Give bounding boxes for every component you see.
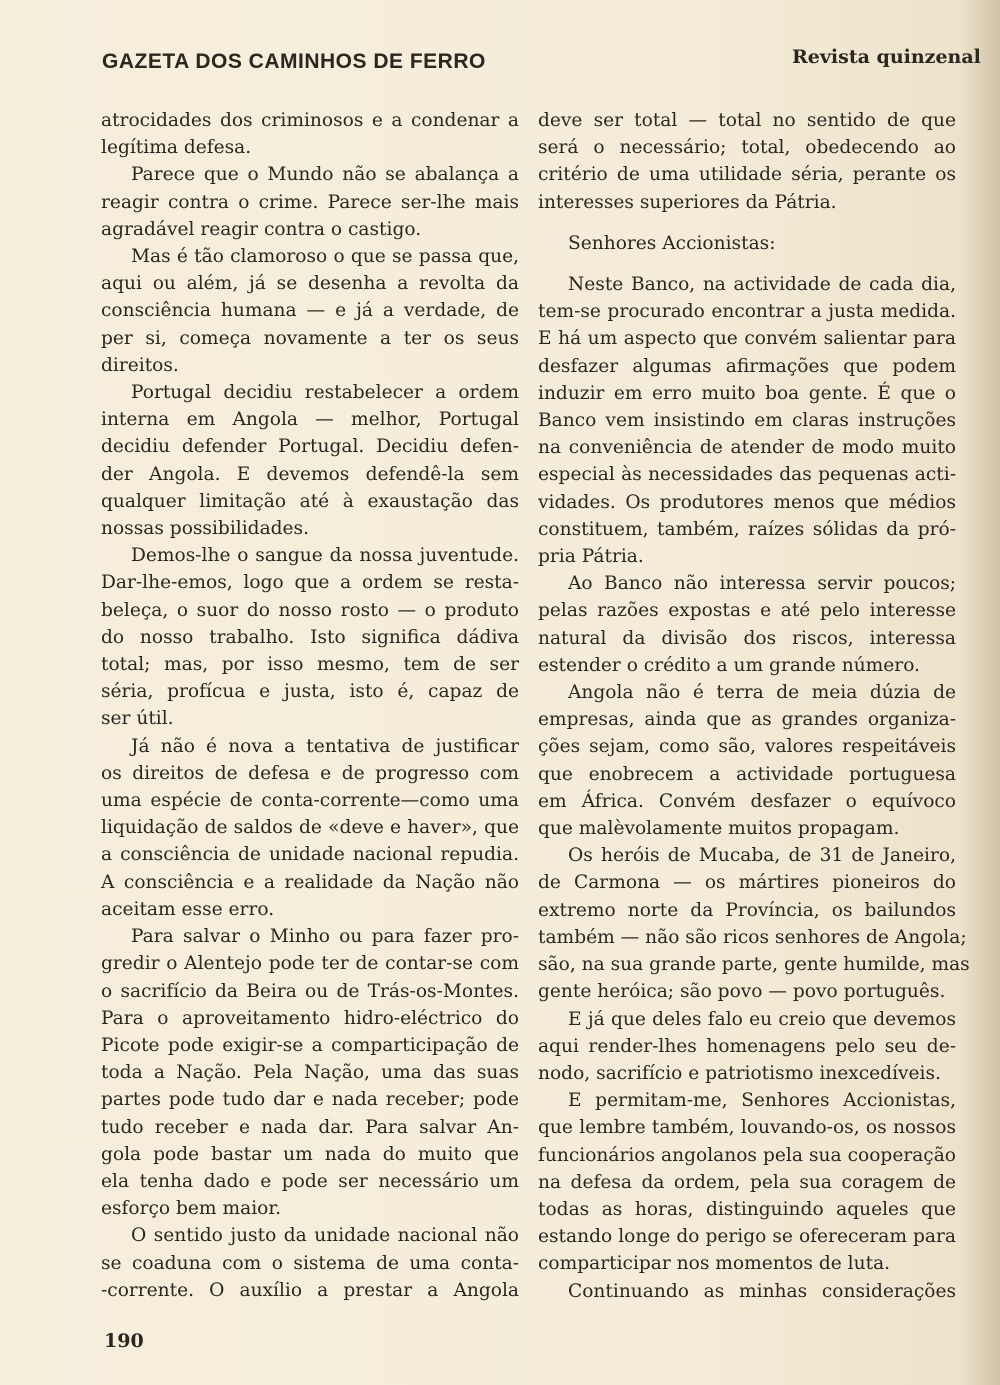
text-line: Ao Banco não interessa servir poucos; <box>568 573 956 595</box>
text-line: aqui ou além, já se desenha a revolta da <box>101 273 519 295</box>
text-line: Os heróis de Mucaba, de 31 de Janeiro, <box>568 845 956 867</box>
text-line: decidiu defender Portugal. Decidiu defen- <box>101 436 519 458</box>
text-line: gola pode bastar um nada do muito que <box>101 1143 519 1165</box>
text-line: consciência humana — e já a verdade, de <box>101 300 519 322</box>
text-line: A consciência e a realidade da Nação não <box>101 871 519 893</box>
text-line: qualquer limitação até à exaustação das <box>101 490 519 512</box>
text-line: O sentido justo da unidade nacional não <box>131 1225 519 1247</box>
text-line: Parece que o Mundo não se abalança a <box>131 164 519 186</box>
text-line: E permitam-me, Senhores Accionistas, <box>568 1090 956 1112</box>
text-line: Dar-lhe-emos, logo que a ordem se resta- <box>101 572 519 594</box>
text-line: que enobrecem a actividade portuguesa <box>538 763 956 785</box>
text-line: E já que deles falo eu creio que devemos <box>568 1008 956 1030</box>
text-line: será o necessário; total, obedecendo ao <box>538 137 956 159</box>
text-line: Angola não é terra de meia dúzia de <box>568 682 956 704</box>
text-line: direitos. <box>101 354 179 376</box>
paragraph-gap <box>538 257 956 271</box>
text-line: gredir o Alentejo pode ter de contar-se com <box>101 953 519 975</box>
text-line: agradável reagir contra o castigo. <box>101 218 422 240</box>
text-line: atrocidades dos criminosos e a condenar a <box>101 110 519 131</box>
text-line: gente heróica; são povo — povo português. <box>538 981 946 1003</box>
text-line: desfazer algumas afirmações que podem <box>538 355 956 377</box>
text-line: Mas é tão clamoroso o que se passa que, <box>131 246 519 268</box>
text-line: de Carmona — os mártires pioneiros do <box>538 872 956 894</box>
text-line: vidades. Os produtores menos que médios <box>538 491 956 513</box>
text-line: são, na sua grande parte, gente humilde, mas <box>538 954 970 976</box>
text-line: reagir contra o crime. Parece ser-lhe mais <box>101 191 519 213</box>
text-line: Senhores Accionistas: <box>568 232 776 254</box>
text-line: o sacrifício da Beira ou de Trás-os-Montes. <box>101 980 519 1002</box>
text-line: constituem, também, raízes sólidas da pró- <box>538 518 956 540</box>
text-line: esforço bem maior. <box>101 1198 282 1220</box>
text-line: pria Pátria. <box>538 546 644 568</box>
text-line: pelas razões expostas e até pelo interesse <box>538 600 956 622</box>
text-line: natural da divisão dos riscos, interessa <box>538 627 956 649</box>
text-line: Neste Banco, na actividade de cada dia, <box>568 274 956 296</box>
text-line: induzir em erro muito boa gente. É que o <box>538 382 956 404</box>
text-line: Picote pode exigir-se a comparticipação de <box>101 1034 519 1056</box>
text-line: beleça, o suor do nosso rosto — o produto <box>101 599 519 621</box>
text-line: a consciência de unidade nacional repudia. <box>101 844 519 866</box>
text-line: deve ser total — total no sentido de que <box>538 110 956 131</box>
text-line: Continuando as minhas considerações <box>568 1280 956 1302</box>
right-column <box>538 107 970 1305</box>
journal-subtitle: Revista quinzenal <box>792 46 981 68</box>
text-line: estando longe do perigo se ofereceram para <box>538 1226 956 1248</box>
text-line: ela tenha dado e pode ser necessário um <box>101 1170 519 1192</box>
text-line: liquidação de saldos de «deve e haver», que <box>101 817 519 839</box>
text-line: Já não é nova a tentativa de justificar <box>131 735 519 757</box>
text-line: per si, começa novamente a ter os seus <box>101 327 519 349</box>
text-line: séria, profícua e justa, isto é, capaz de <box>101 681 519 703</box>
text-line: Demos-lhe o sangue da nossa juventude. <box>131 545 519 567</box>
text-line: comparticipar nos momentos de luta. <box>538 1253 891 1275</box>
journal-title: GAZETA DOS CAMINHOS DE FERRO <box>102 50 486 73</box>
text-line: nossas possibilidades. <box>101 518 310 540</box>
text-line: que malèvolamente muitos propagam. <box>538 818 900 840</box>
text-line: extremo norte da Província, os bailundos <box>538 899 956 921</box>
text-line: tem-se procurado encontrar a justa medida. <box>538 301 956 323</box>
text-line: Para salvar o Minho ou para fazer pro- <box>131 926 519 948</box>
text-line: todas as horas, distinguindo aqueles que <box>538 1198 956 1220</box>
page-number: 190 <box>104 1330 144 1352</box>
text-line: que lembre também, louvando-os, os nossos <box>538 1117 956 1139</box>
text-line: interesses superiores da Pátria. <box>538 191 837 213</box>
text-line: também — não são ricos senhores de Angola; <box>538 926 967 948</box>
text-line: partes pode tudo dar e nada receber; pode <box>101 1089 519 1111</box>
text-line: funcionários angolanos pela sua cooperação <box>538 1144 956 1166</box>
text-line: legítima defesa. <box>101 137 252 159</box>
text-line: Para o aproveitamento hidro-eléctrico do <box>101 1007 519 1029</box>
text-line: uma espécie de conta-corrente—como uma <box>101 790 519 812</box>
text-line: aqui render-lhes homenagens pelo seu de- <box>538 1035 956 1057</box>
text-line: total; mas, por isso mesmo, tem de ser <box>101 654 519 676</box>
text-line: Banco vem insistindo em claras instruções <box>538 410 956 432</box>
text-line: na defesa da ordem, pela sua coragem de <box>538 1171 956 1193</box>
text-line: -corrente. O auxílio a prestar a Angola <box>101 1279 519 1301</box>
text-line: critério de uma utilidade séria, perante os <box>538 164 956 186</box>
text-line: ser útil. <box>101 708 174 730</box>
text-line: E há um aspecto que convém salientar para <box>538 328 956 350</box>
text-line: em África. Convém desfazer o equívoco <box>538 790 956 812</box>
text-line: interna em Angola — melhor, Portugal <box>101 409 519 431</box>
text-line: tudo receber e nada dar. Para salvar An- <box>101 1116 519 1138</box>
text-line: nodo, sacrifício e patriotismo inexcedíveis. <box>538 1062 941 1084</box>
text-line: aceitam esse erro. <box>101 898 275 920</box>
text-line: os direitos de defesa e de progresso com <box>101 762 519 784</box>
text-line: especial às necessidades das pequenas acti- <box>538 464 956 486</box>
text-line: ções sejam, como são, valores respeitáveis <box>538 736 956 758</box>
text-line: estender o crédito a um grande número. <box>538 654 920 676</box>
paragraph-gap <box>538 216 956 230</box>
left-column <box>101 107 519 1304</box>
text-line: do nosso trabalho. Isto significa dádiva <box>101 626 519 648</box>
text-line: toda a Nação. Pela Nação, uma das suas <box>101 1062 519 1084</box>
text-line: na conveniência de atender de modo muito <box>538 437 956 459</box>
text-line: empresas, ainda que as grandes organiza- <box>538 709 956 731</box>
text-line: Portugal decidiu restabelecer a ordem <box>131 382 519 404</box>
text-line: se coaduna com o sistema de uma conta- <box>101 1252 519 1274</box>
text-line: der Angola. E devemos defendê-la sem <box>101 463 519 485</box>
